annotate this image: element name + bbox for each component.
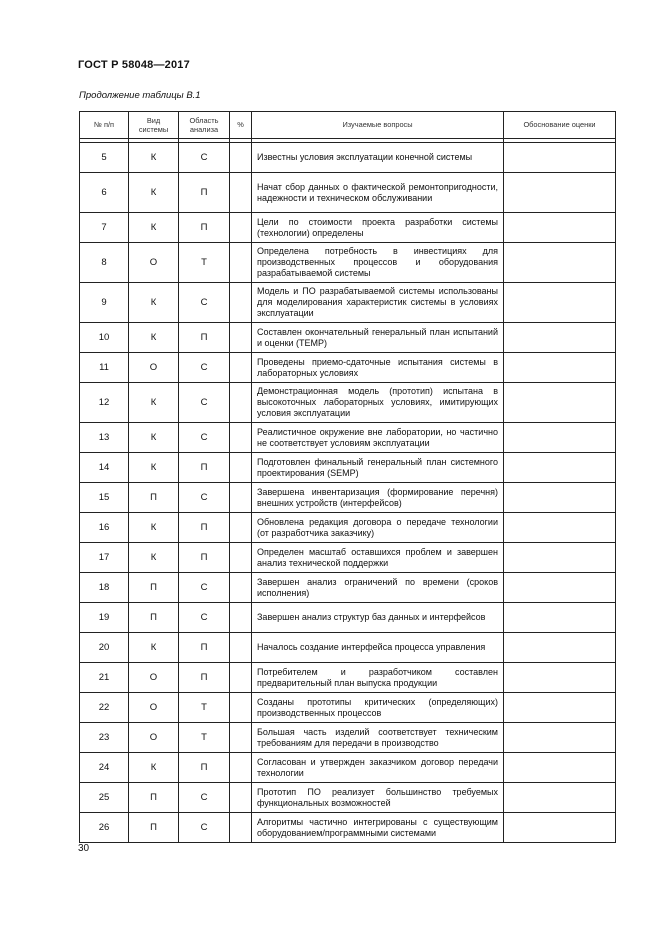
row-system-type: К (129, 283, 179, 323)
table-header (80, 112, 616, 143)
table-body (80, 143, 616, 843)
row-system-type: К (129, 513, 179, 543)
row-system-type: П (129, 783, 179, 813)
row-analysis-area: П (179, 663, 230, 693)
row-question: Составлен окончательный генеральный план испытаний и оценки (TEMP) (252, 323, 504, 353)
table-row (80, 453, 616, 483)
row-percent (230, 813, 252, 843)
row-justification (504, 323, 616, 353)
table-row (80, 483, 616, 513)
row-analysis-area: П (179, 453, 230, 483)
assessment-table (79, 111, 616, 843)
row-number: 5 (80, 143, 129, 173)
row-system-type: П (129, 813, 179, 843)
row-system-type: О (129, 693, 179, 723)
header-system-type: Вид системы (129, 112, 179, 139)
table-row (80, 353, 616, 383)
row-justification (504, 723, 616, 753)
row-percent (230, 693, 252, 723)
row-system-type: О (129, 663, 179, 693)
row-justification (504, 633, 616, 663)
row-analysis-area: Т (179, 723, 230, 753)
row-analysis-area: С (179, 813, 230, 843)
row-question: Известны условия эксплуатации конечной системы (252, 143, 504, 173)
row-analysis-area: С (179, 483, 230, 513)
row-percent (230, 753, 252, 783)
header-question: Изучаемые вопросы (252, 112, 504, 139)
table-row (80, 693, 616, 723)
row-percent (230, 633, 252, 663)
row-question: Определена потребность в инвестициях для производственных процессов и оборудования разрабатываемой системы (252, 243, 504, 283)
row-justification (504, 283, 616, 323)
row-system-type: П (129, 483, 179, 513)
row-question: Согласован и утвержден заказчиком договор передачи технологии (252, 753, 504, 783)
row-number: 25 (80, 783, 129, 813)
row-number: 11 (80, 353, 129, 383)
row-number: 15 (80, 483, 129, 513)
row-analysis-area: С (179, 573, 230, 603)
row-number: 21 (80, 663, 129, 693)
row-system-type: К (129, 383, 179, 423)
row-percent (230, 243, 252, 283)
row-system-type: О (129, 723, 179, 753)
row-number: 26 (80, 813, 129, 843)
row-justification (504, 543, 616, 573)
row-analysis-area: С (179, 383, 230, 423)
row-question: Проведены приемо-сдаточные испытания системы в лабораторных условиях (252, 353, 504, 383)
table-row (80, 173, 616, 213)
row-number: 8 (80, 243, 129, 283)
row-number: 20 (80, 633, 129, 663)
row-analysis-area: П (179, 633, 230, 663)
row-justification (504, 783, 616, 813)
row-percent (230, 663, 252, 693)
row-question: Завершен анализ ограничений по времени (сроков исполнения) (252, 573, 504, 603)
row-analysis-area: П (179, 543, 230, 573)
row-number: 10 (80, 323, 129, 353)
row-number: 24 (80, 753, 129, 783)
row-question: Завершена инвентаризация (формирование перечня) внешних устройств (интерфейсов) (252, 483, 504, 513)
row-justification (504, 383, 616, 423)
row-question: Цели по стоимости проекта разработки системы (технологии) определены (252, 213, 504, 243)
row-system-type: К (129, 453, 179, 483)
table-caption: Продолжение таблицы В.1 (79, 90, 201, 101)
row-analysis-area: С (179, 143, 230, 173)
row-question: Алгоритмы частично интегрированы с существующим оборудованием/программными системами (252, 813, 504, 843)
row-percent (230, 423, 252, 453)
row-analysis-area: П (179, 753, 230, 783)
row-number: 17 (80, 543, 129, 573)
header-num: № п/п (80, 112, 129, 139)
row-percent (230, 603, 252, 633)
table-row (80, 603, 616, 633)
row-percent (230, 453, 252, 483)
row-analysis-area: П (179, 323, 230, 353)
row-analysis-area: П (179, 173, 230, 213)
header-percent: % (230, 112, 252, 139)
row-question: Прототип ПО реализует большинство требуемых функциональных возможностей (252, 783, 504, 813)
row-question: Определен масштаб оставшихся проблем и завершен анализ технической поддержки (252, 543, 504, 573)
row-system-type: К (129, 173, 179, 213)
row-number: 22 (80, 693, 129, 723)
row-justification (504, 423, 616, 453)
row-analysis-area: С (179, 283, 230, 323)
row-analysis-area: Т (179, 243, 230, 283)
row-system-type: О (129, 353, 179, 383)
table-row (80, 283, 616, 323)
row-question: Реалистичное окружение вне лаборатории, но частично не соответствует условиям эксплуатации (252, 423, 504, 453)
table-row (80, 213, 616, 243)
table-row (80, 383, 616, 423)
row-system-type: К (129, 633, 179, 663)
row-number: 6 (80, 173, 129, 213)
row-percent (230, 783, 252, 813)
row-justification (504, 453, 616, 483)
row-question: Большая часть изделий соответствует техническим требованиям для передачи в производство (252, 723, 504, 753)
row-justification (504, 693, 616, 723)
row-justification (504, 353, 616, 383)
table-row (80, 573, 616, 603)
row-percent (230, 483, 252, 513)
row-percent (230, 143, 252, 173)
table-row (80, 663, 616, 693)
row-justification (504, 573, 616, 603)
row-justification (504, 143, 616, 173)
row-justification (504, 753, 616, 783)
row-system-type: К (129, 323, 179, 353)
row-number: 23 (80, 723, 129, 753)
table-row (80, 143, 616, 173)
document-standard-title: ГОСТ Р 58048—2017 (78, 59, 190, 71)
row-justification (504, 813, 616, 843)
row-analysis-area: С (179, 423, 230, 453)
table-row (80, 423, 616, 453)
row-percent (230, 213, 252, 243)
row-justification (504, 663, 616, 693)
row-system-type: О (129, 243, 179, 283)
row-number: 19 (80, 603, 129, 633)
row-analysis-area: Т (179, 693, 230, 723)
row-analysis-area: С (179, 783, 230, 813)
row-justification (504, 213, 616, 243)
table-row (80, 813, 616, 843)
row-question: Созданы прототипы критических (определяющих) производственных процессов (252, 693, 504, 723)
row-number: 18 (80, 573, 129, 603)
row-question: Потребителем и разработчиком составлен предварительный план выпуска продукции (252, 663, 504, 693)
row-percent (230, 283, 252, 323)
table-row (80, 323, 616, 353)
row-question: Подготовлен финальный генеральный план системного проектирования (SEMP) (252, 453, 504, 483)
header-analysis-area: Область анализа (179, 112, 230, 139)
table-row (80, 633, 616, 663)
row-system-type: К (129, 143, 179, 173)
row-number: 13 (80, 423, 129, 453)
row-percent (230, 573, 252, 603)
row-percent (230, 383, 252, 423)
row-system-type: К (129, 213, 179, 243)
row-number: 14 (80, 453, 129, 483)
table-row (80, 753, 616, 783)
row-system-type: П (129, 603, 179, 633)
row-system-type: К (129, 543, 179, 573)
table-row (80, 543, 616, 573)
row-percent (230, 323, 252, 353)
row-justification (504, 173, 616, 213)
row-percent (230, 513, 252, 543)
table-row (80, 513, 616, 543)
row-question: Обновлена редакция договора о передаче технологии (от разработчика заказчику) (252, 513, 504, 543)
row-question: Начат сбор данных о фактической ремонтопригодности, надежности и техническом обслуживании (252, 173, 504, 213)
row-justification (504, 483, 616, 513)
row-analysis-area: С (179, 603, 230, 633)
row-system-type: К (129, 753, 179, 783)
page-number: 30 (78, 843, 90, 854)
header-justification: Обоснование оценки (504, 112, 616, 139)
row-percent (230, 543, 252, 573)
row-system-type: К (129, 423, 179, 453)
row-analysis-area: П (179, 213, 230, 243)
row-question: Завершен анализ структур баз данных и интерфейсов (252, 603, 504, 633)
row-question: Началось создание интерфейса процесса управления (252, 633, 504, 663)
row-system-type: П (129, 573, 179, 603)
row-question: Модель и ПО разрабатываемой системы использованы для моделирования характеристик системы в условиях эксплуатации (252, 283, 504, 323)
row-analysis-area: С (179, 353, 230, 383)
row-percent (230, 353, 252, 383)
row-analysis-area: П (179, 513, 230, 543)
row-percent (230, 173, 252, 213)
table-row (80, 723, 616, 753)
row-percent (230, 723, 252, 753)
row-number: 9 (80, 283, 129, 323)
row-number: 7 (80, 213, 129, 243)
row-number: 16 (80, 513, 129, 543)
row-justification (504, 243, 616, 283)
row-number: 12 (80, 383, 129, 423)
table-row (80, 243, 616, 283)
row-justification (504, 513, 616, 543)
row-question: Демонстрационная модель (прототип) испытана в высокоточных лабораторных условиях, имитирующих условия эксплуатации (252, 383, 504, 423)
row-justification (504, 603, 616, 633)
table-row (80, 783, 616, 813)
